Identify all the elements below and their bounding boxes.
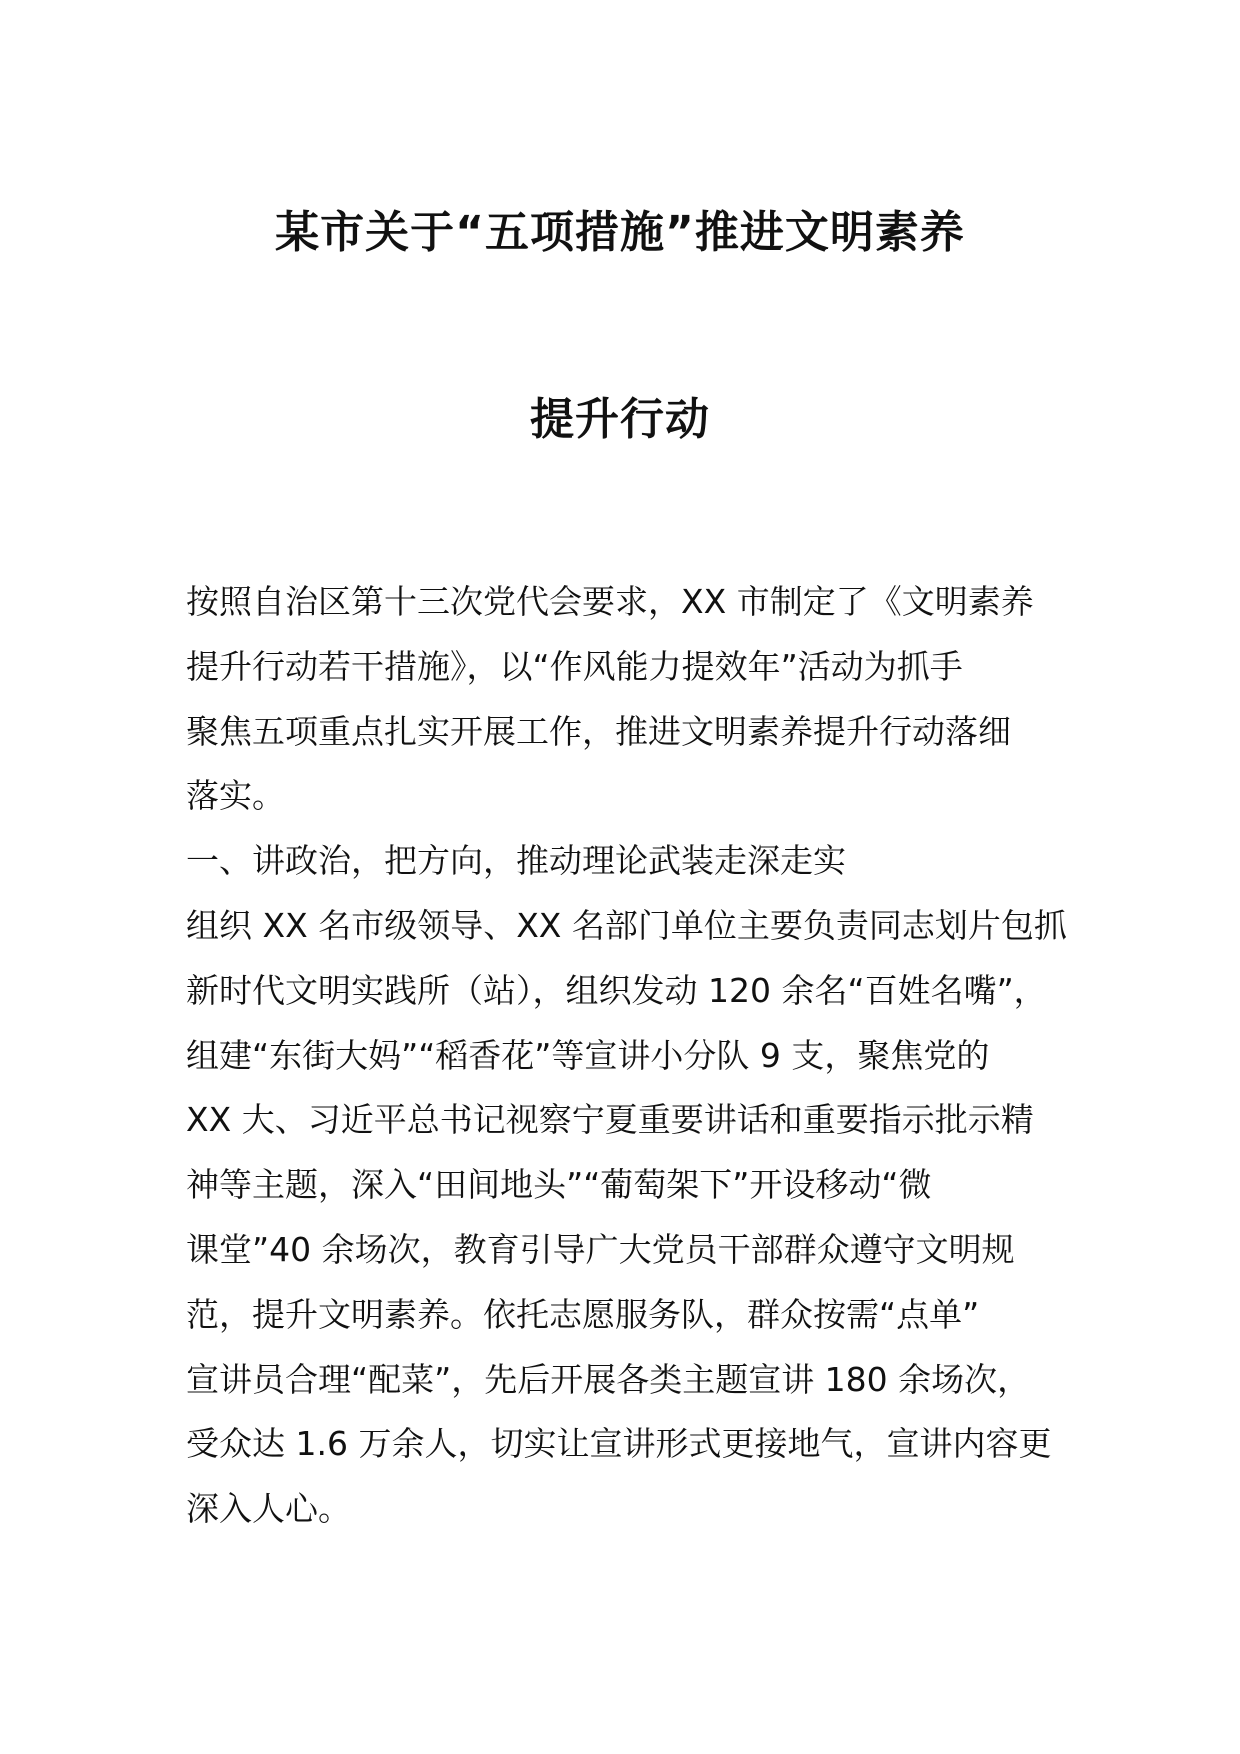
body-line: 按照自治区第十三次党代会要求，XX 市制定了《文明素养 <box>186 582 1034 621</box>
body-line: 神等主题，深入“田间地头”“葡萄架下”开设移动“微 <box>186 1165 932 1205</box>
document-body <box>186 570 1066 1542</box>
section-heading: 一、讲政治，把方向，推动理论武装走深走实 <box>186 841 846 881</box>
body-line: 聚焦五项重点扎实开展工作，推进文明素养提升行动落细 <box>186 711 1011 751</box>
body-line: 范，提升文明素养。依托志愿服务队，群众按需“点单” <box>186 1294 980 1334</box>
body-line: 受众达 1.6 万余人，切实让宣讲形式更接地气，宣讲内容更 <box>186 1424 1052 1464</box>
body-line: 提升行动若干措施》，以“作风能力提效年”活动为抓手 <box>186 646 963 686</box>
body-line: 落实。 <box>186 776 285 816</box>
document-title-line-1: 某市关于“五项措施”推进文明素养 <box>275 207 965 258</box>
body-line: 组建“东街大妈”“稻香花”等宣讲小分队 9 支，聚焦党的 <box>186 1035 990 1075</box>
body-line: 课堂”40 余场次，教育引导广大党员干部群众遵守文明规 <box>186 1229 1015 1269</box>
body-line: XX 大、习近平总书记视察宁夏重要讲话和重要指示批示精 <box>186 1100 1034 1140</box>
body-line: 深入人心。 <box>186 1489 351 1529</box>
body-line: 新时代文明实践所（站），组织发动 120 余名“百姓名嘴”， <box>186 970 1047 1010</box>
body-line: 组织 XX 名市级领导、XX 名部门单位主要负责同志划片包抓 <box>186 905 1067 945</box>
document-title-line-2: 提升行动 <box>530 394 710 445</box>
body-line: 宣讲员合理“配菜”，先后开展各类主题宣讲 180 余场次， <box>186 1359 1031 1399</box>
